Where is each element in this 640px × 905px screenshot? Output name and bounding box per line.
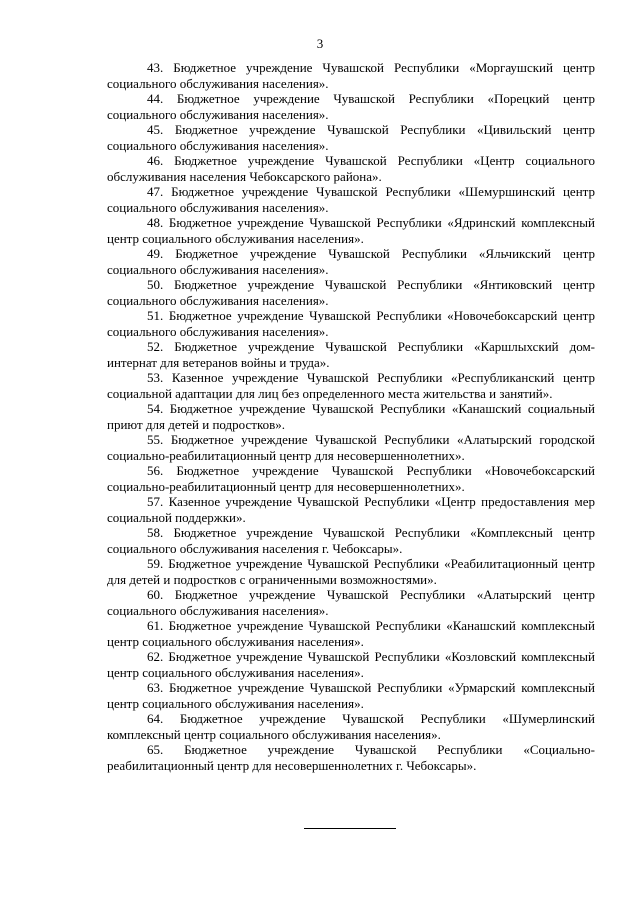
list-item: 48. Бюджетное учреждение Чувашской Республики «Ядринский комплексный центр социального обслуживания населения».: [107, 215, 595, 246]
list-item: 58. Бюджетное учреждение Чувашской Республики «Комплексный центр социального обслуживания населения г. Чебоксары».: [107, 525, 595, 556]
list-item: 46. Бюджетное учреждение Чувашской Республики «Центр социального обслуживания населения Чебоксарского района».: [107, 153, 595, 184]
page-number: 3: [316, 36, 324, 51]
list-item: 61. Бюджетное учреждение Чувашской Республики «Канашский комплексный центр социального обслуживания населения».: [107, 618, 595, 649]
list-item: 50. Бюджетное учреждение Чувашской Республики «Янтиковский центр социального обслуживания населения».: [107, 277, 595, 308]
list-item: 59. Бюджетное учреждение Чувашской Республики «Реабилитационный центр для детей и подростков с ограниченными возможностями».: [107, 556, 595, 587]
list-item: 55. Бюджетное учреждение Чувашской Республики «Алатырский городской социально-реабилитационный центр для несовершеннолетних».: [107, 432, 595, 463]
list-item: 65. Бюджетное учреждение Чувашской Республики «Социально-реабилитационный центр для несовершеннолетних г. Чебоксары».: [107, 742, 595, 773]
list-item: 63. Бюджетное учреждение Чувашской Республики «Урмарский комплексный центр социального обслуживания населения».: [107, 680, 595, 711]
list-item: 52. Бюджетное учреждение Чувашской Республики «Каршлыхский дом-интернат для ветеранов войны и труда».: [107, 339, 595, 370]
list-item: 62. Бюджетное учреждение Чувашской Республики «Козловский комплексный центр социального обслуживания населения».: [107, 649, 595, 680]
list-item: 56. Бюджетное учреждение Чувашской Республики «Новочебоксарский социально-реабилитационный центр для несовершеннолетних».: [107, 463, 595, 494]
list-item: 45. Бюджетное учреждение Чувашской Республики «Цивильский центр социального обслуживания населения».: [107, 122, 595, 153]
list-item: 57. Казенное учреждение Чувашской Республики «Центр предоставления мер социальной поддержки».: [107, 494, 595, 525]
list-item: 60. Бюджетное учреждение Чувашской Республики «Алатырский центр социального обслуживания населения».: [107, 587, 595, 618]
list-item: 49. Бюджетное учреждение Чувашской Республики «Яльчикский центр социального обслуживания населения».: [107, 246, 595, 277]
end-divider: [304, 828, 396, 829]
list-item: 47. Бюджетное учреждение Чувашской Республики «Шемуршинский центр социального обслуживания населения».: [107, 184, 595, 215]
document-body: [107, 60, 595, 773]
list-item: 51. Бюджетное учреждение Чувашской Республики «Новочебоксарский центр социального обслуживания населения».: [107, 308, 595, 339]
list-item: 54. Бюджетное учреждение Чувашской Республики «Канашский социальный приют для детей и подростков».: [107, 401, 595, 432]
list-item: 53. Казенное учреждение Чувашской Республики «Республиканский центр социальной адаптации для лиц без определенного места жительства и занятий».: [107, 370, 595, 401]
list-item: 44. Бюджетное учреждение Чувашской Республики «Порецкий центр социального обслуживания населения».: [107, 91, 595, 122]
list-item: 64. Бюджетное учреждение Чувашской Республики «Шумерлинский комплексный центр социального обслуживания населения».: [107, 711, 595, 742]
list-item: 43. Бюджетное учреждение Чувашской Республики «Моргаушский центр социального обслуживания населения».: [107, 60, 595, 91]
